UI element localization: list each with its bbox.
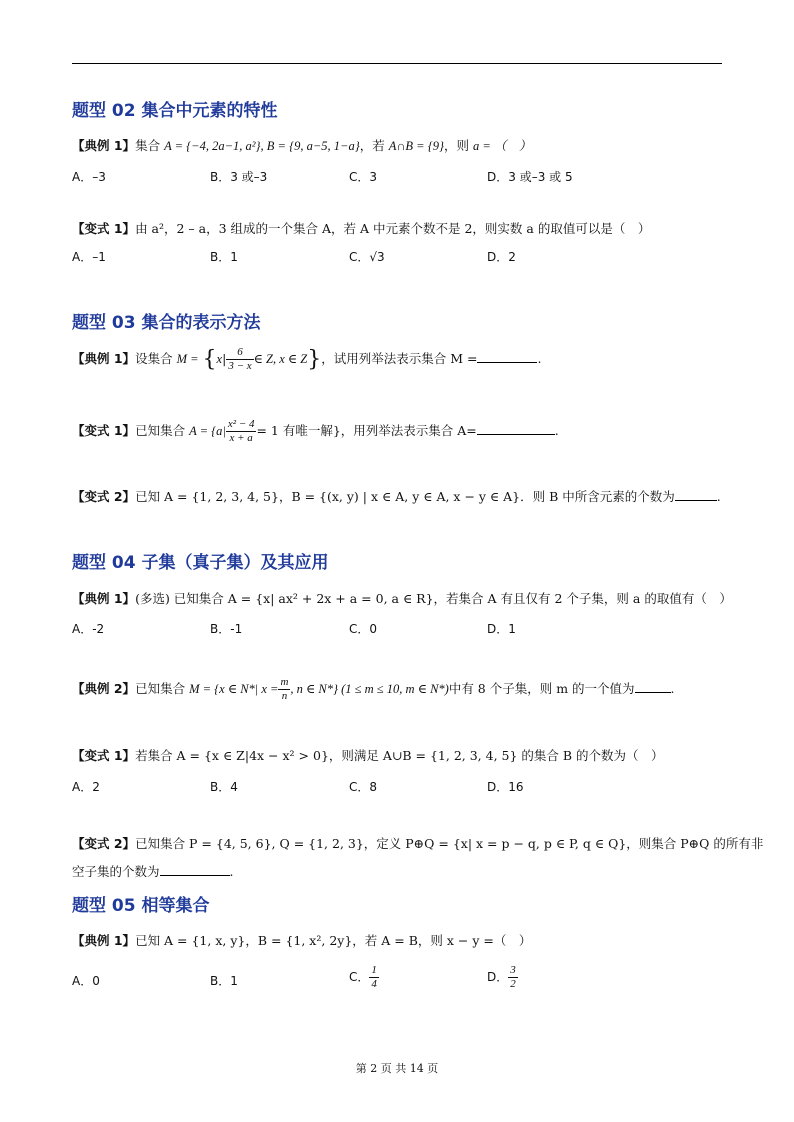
question-text: (多选) 已知集合 A = {x| ax² + 2x + a = 0, a ∈ R}，若集合 A 有且仅有 2 个子集，则 a 的取值有（ ）	[135, 591, 732, 606]
fraction-denominator: n	[281, 690, 288, 702]
right-brace: }	[307, 347, 322, 372]
question-tag: 【变式 2】	[72, 489, 136, 504]
question-end: .	[716, 489, 721, 504]
question-line	[72, 746, 664, 764]
question-tag: 【典例 1】	[72, 591, 136, 606]
question-text: 中有 8 个子集，则 m 的一个值为	[448, 681, 635, 696]
question-line	[72, 676, 675, 703]
question-tag: 【变式 1】	[72, 748, 136, 763]
math-expression: M = {x ∈ N*| x =	[189, 682, 279, 696]
option-a: A．0	[72, 974, 100, 988]
section-heading: 题型 02 集合中元素的特性	[72, 101, 278, 121]
question-text: 集合	[135, 138, 161, 153]
fraction-numerator: x² − 4	[227, 418, 255, 430]
question-text: = 1 有唯一解}，用列举法表示集合 A=	[256, 423, 477, 438]
fraction	[226, 346, 253, 373]
question-line	[72, 136, 531, 154]
fraction	[226, 418, 257, 445]
math-expression: A∩B = {9}	[388, 139, 444, 153]
question-line-continued	[72, 862, 234, 880]
fraction	[369, 964, 379, 991]
question-line	[72, 931, 531, 949]
section-heading: 题型 03 集合的表示方法	[72, 313, 261, 333]
math-expression: M =	[176, 352, 199, 366]
option-b: B．-1	[210, 622, 243, 636]
page-footer: 第 2 页 共 14 页	[355, 1062, 439, 1075]
fraction-denominator: x + a	[229, 432, 253, 444]
section-heading: 题型 04 子集（真子集）及其应用	[72, 553, 329, 573]
fraction	[508, 964, 518, 991]
math-expression: a = （ ）	[472, 139, 532, 153]
fraction-numerator: m	[280, 676, 289, 688]
option-a: A．2	[72, 780, 100, 794]
math-expression: ∈ Z, x ∈ Z	[253, 352, 308, 366]
question-tag: 【变式 2】	[72, 836, 136, 851]
question-text: 已知 A = {1, 2, 3, 4, 5}，B = {(x, y) | x ∈ A, y ∈ A, x − y ∈ A}．则 B 中所含元素的个数为	[135, 489, 675, 504]
option-a: A．–3	[72, 170, 106, 184]
fraction-denominator: 3 − x	[228, 360, 252, 372]
math-expression: , n ∈ N*} (1 ≤ m ≤ 10, m ∈ N*)	[290, 682, 449, 696]
fraction-denominator: 4	[371, 978, 377, 990]
question-tag: 【变式 1】	[72, 423, 136, 438]
math-expression: A = {a|	[189, 424, 226, 438]
question-end: .	[537, 351, 542, 366]
question-tag: 【典例 1】	[72, 351, 136, 366]
math-expression: A = {−4, 2a−1, a²}, B = {9, a−5, 1−a}	[164, 139, 360, 153]
question-text: 空子集的个数为	[72, 864, 160, 879]
section-heading: 题型 05 相等集合	[72, 896, 210, 916]
question-tag: 【典例 1】	[72, 933, 136, 948]
question-text: 已知集合	[135, 423, 186, 438]
answer-blank[interactable]	[477, 422, 555, 435]
option-c: C．8	[349, 780, 378, 794]
answer-blank[interactable]	[160, 863, 230, 876]
option-c: C．√3	[349, 250, 385, 264]
answer-blank[interactable]	[675, 488, 717, 501]
option-a: A．–1	[72, 250, 106, 264]
math-expression: x	[216, 352, 223, 366]
question-line	[72, 418, 559, 445]
question-text: 已知集合	[135, 681, 186, 696]
question-text: 若集合 A = {x ∈ Z|4x − x² > 0}，则满足 A∪B = {1, 2, 3, 4, 5} 的集合 B 的个数为（ ）	[135, 748, 664, 763]
question-text: ，则	[443, 138, 469, 153]
question-text: ，试用列举法表示集合 M =	[321, 351, 478, 366]
answer-blank[interactable]	[477, 350, 537, 363]
question-line	[72, 487, 721, 505]
option-label: C．	[349, 970, 370, 984]
question-end: .	[229, 864, 234, 879]
question-line	[72, 589, 732, 607]
option-c	[349, 964, 379, 991]
option-b: B．1	[210, 250, 238, 264]
question-line: 【典例 1】设集合 M = {x| $\frac{6}{3 - x}$ ∈ Z, x ∈ Z}，试用列举法表示集合 M = .	[72, 346, 542, 372]
question-line	[72, 834, 763, 852]
option-d: D．16	[487, 780, 524, 794]
option-d	[487, 964, 518, 991]
fraction-numerator: 1	[371, 964, 377, 976]
fraction-numerator: 3	[510, 964, 516, 976]
question-text: 已知集合 P = {4, 5, 6}, Q = {1, 2, 3}，定义 P⊕Q = {x| x = p − q, p ∈ P, q ∈ Q}，则集合 P⊕Q 的所有非	[135, 836, 764, 851]
left-brace: {	[202, 347, 217, 372]
question-text: 已知 A = {1, x, y}，B = {1, x², 2y}，若 A = B，则 x − y =（ ）	[135, 933, 532, 948]
question-end: .	[554, 423, 559, 438]
question-text: 由 a²，2 – a，3 组成的一个集合 A，若 A 中元素个数不是 2，则实数 a 的取值可以是（ ）	[135, 221, 651, 236]
option-b: B．3 或–3	[210, 170, 268, 184]
question-tag: 【典例 2】	[72, 681, 136, 696]
question-text: 设集合	[135, 351, 173, 366]
option-b: B．4	[210, 780, 238, 794]
question-line	[72, 219, 650, 237]
option-d: D．1	[487, 622, 516, 636]
question-tag: 【变式 1】	[72, 221, 136, 236]
question-tag: 【典例 1】	[72, 138, 136, 153]
option-label: D．	[487, 970, 509, 984]
option-c: C．3	[349, 170, 378, 184]
option-d: D．2	[487, 250, 516, 264]
question-text: ，若	[359, 138, 385, 153]
top-rule	[72, 63, 722, 64]
fraction-denominator: 2	[510, 978, 516, 990]
answer-blank[interactable]	[635, 680, 671, 693]
option-c: C．0	[349, 622, 378, 636]
option-d: D．3 或–3 或 5	[487, 170, 573, 184]
option-a: A．-2	[72, 622, 105, 636]
question-end: .	[670, 681, 675, 696]
fraction	[278, 676, 290, 703]
option-b: B．1	[210, 974, 238, 988]
fraction-numerator: 6	[226, 346, 253, 360]
